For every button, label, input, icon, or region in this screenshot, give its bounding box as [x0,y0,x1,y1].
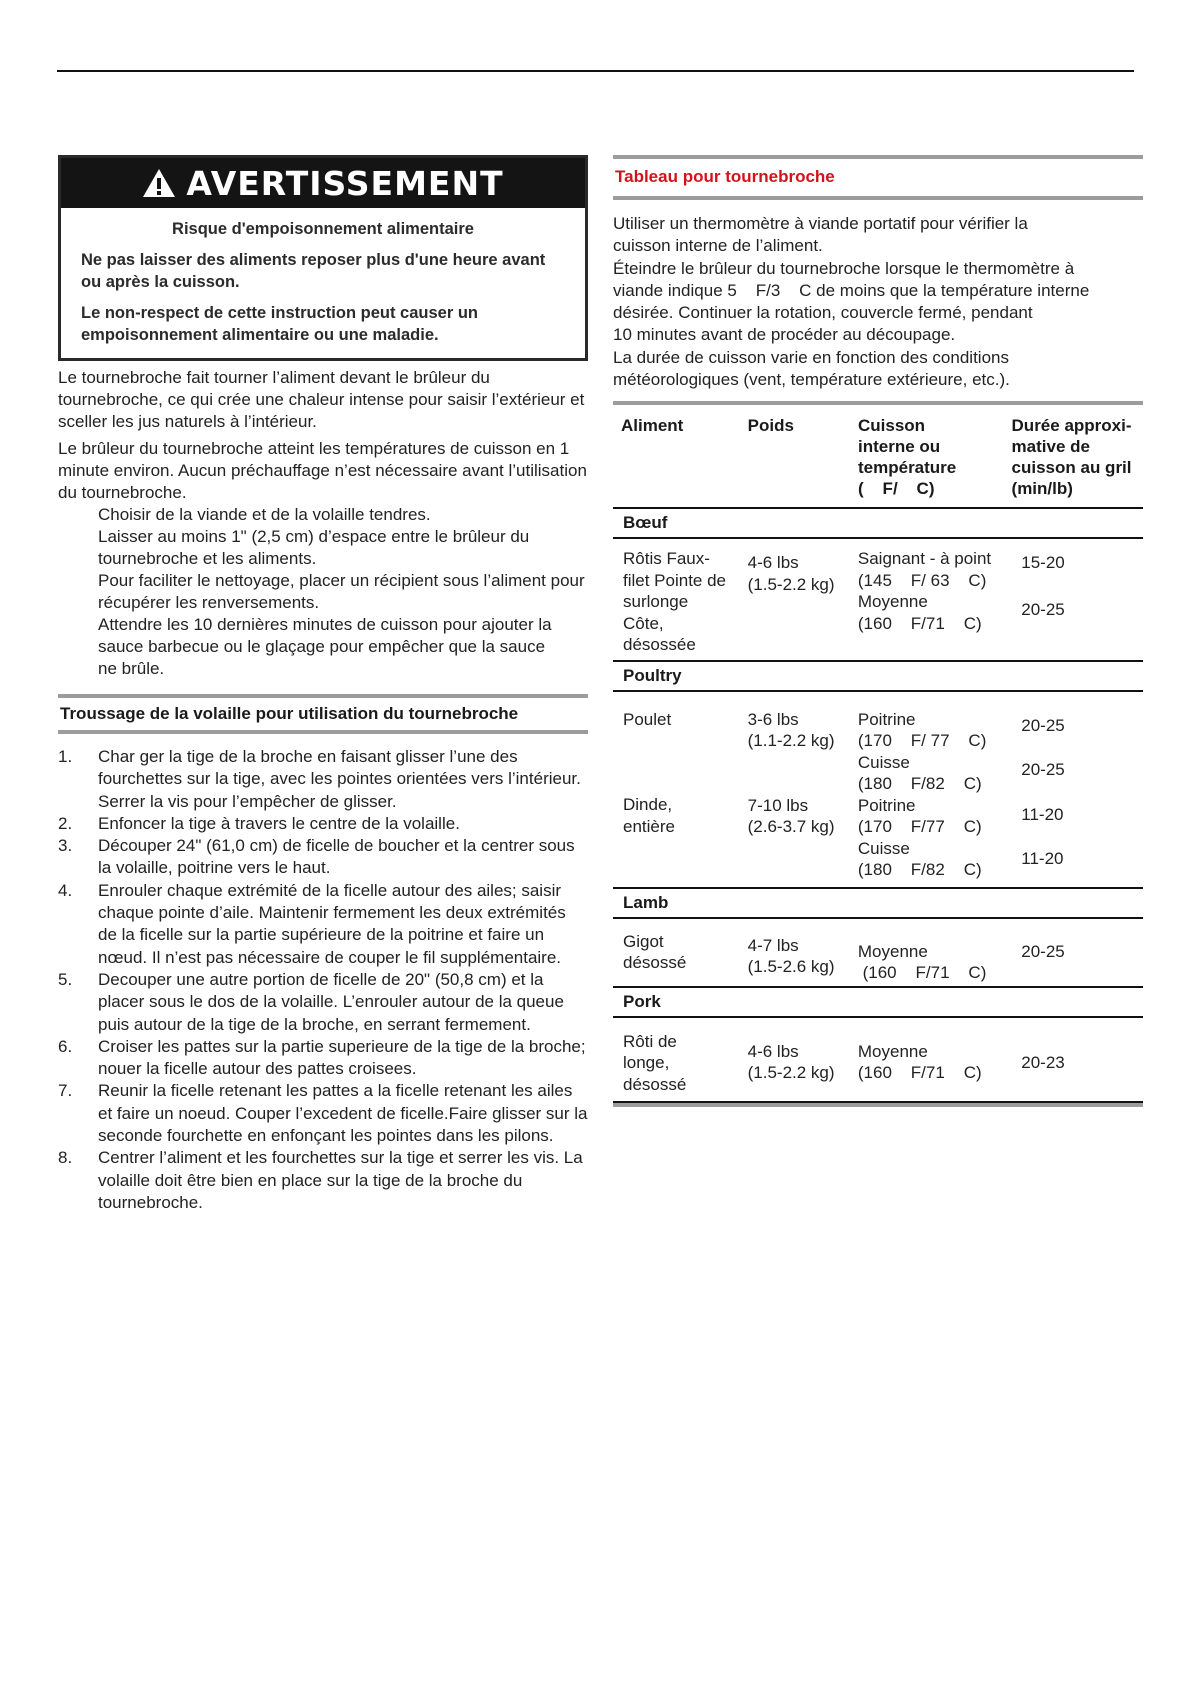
cell-line: 4-6 lbs [747,1041,799,1061]
table-bottom-rule [613,1103,1143,1107]
rotisserie-table [613,401,1143,1107]
step-number: 4. [58,880,73,900]
cell-line: 11-20 [1021,849,1064,869]
step-text: Croiser les pattes sur la partie superieure de la tige de la broche; nouer la ficelle autour des pattes croisees. [98,1036,586,1079]
left-column [58,155,588,1214]
cell-line: (1.5-2.6 kg) [747,957,835,977]
temp-cell [858,548,1011,656]
header-line: température [858,458,957,478]
intro-line: météorologiques (vent, température extérieure, etc.). [613,370,1010,390]
top-rule [57,70,1134,72]
warning-body [61,208,585,358]
intro-line: viande indique 5 F/3 C de moins que la température interne [613,280,1090,300]
warning-header [61,158,585,208]
intro-line: 10 minutes avant de procéder au découpage. [613,325,956,345]
category-lamb: Lamb [613,889,1143,919]
food-cell [613,1031,748,1096]
step-text: Enrouler chaque extrémité de la ficelle autour des ailes; saisir chaque pointe d’aile. Maintenir fermement les deux extrémités de la ficelle sur la partie supérieure de la poitrine et faire un nœud. Il n’est pas nécessaire de couper le fil supplémentaire. [98,880,566,967]
cell-line: Dinde, [623,795,673,815]
temp-cell [858,1031,1011,1096]
step-item [58,1147,588,1214]
cell-line: Rôti de [623,1031,677,1051]
tip-item: Choisir de la viande et de la volaille tendres. [98,505,431,524]
time-cell [1011,931,1143,984]
warning-line-2: Le non-respect de cette instruction peut causer un empoisonnement alimentaire ou une maladie. [81,304,478,344]
food-cell [613,548,748,656]
cell-line: longe, [623,1053,670,1073]
time-cell [1011,709,1143,881]
intro-line: cuisson interne de l’aliment. [613,236,823,256]
rotisserie-heading: Tableau pour tournebroche [613,155,1143,200]
step-number: 6. [58,1036,73,1056]
trussing-heading: Troussage de la volaille pour utilisation du tournebroche [58,694,588,734]
cell-line: 11-20 [1021,804,1064,824]
warning-subtitle: Risque d'empoisonnement alimentaire [172,220,474,238]
cell-line: Poitrine [857,709,916,729]
cell-line: (180 F/82 C) [857,860,982,880]
step-item [58,1080,588,1147]
cell-line: Moyenne [857,1041,928,1061]
weight-cell [748,1031,858,1096]
cell-line: Rôtis Faux- [623,549,710,569]
step-text: Char ger la tige de la broche en faisant glisser l’une des fourchettes sur la tige, avec les pointes orientées vers l’intérieur. Serrer la vis pour l’empêcher de glisser. [98,747,581,811]
cell-line: 4-6 lbs [747,553,799,573]
cell-line: 15-20 [1021,553,1065,573]
step-item [58,1036,588,1081]
step-text: Enfoncer la tige à travers le centre de la volaille. [98,813,460,833]
step-item [58,880,588,969]
cell-line: Moyenne [857,941,928,961]
header-line: Cuisson [858,416,926,436]
cell-line: 20-25 [1021,941,1065,961]
step-number: 3. [58,836,73,856]
tip-item: Attendre les 10 dernières minutes de cuisson pour ajouter la sauce barbecue ou le glaçage pour empêcher que la sauce [98,615,552,656]
cell-line: (1.5-2.2 kg) [747,574,835,594]
header-line: mative de [1011,437,1090,457]
step-text: Reunir la ficelle retenant les pattes a la ficelle retenant les ailes et faire un noeud. Couper l’excedent de ficelle.Faire glisser sur la seconde fourchette en enfonçant les pointes dans les pilons. [98,1081,588,1146]
cell-line: 20-23 [1021,1052,1065,1072]
intro-paragraph-2: Le brûleur du tournebroche atteint les températures de cuisson en 1 minute environ. Aucun préchauffage n’est nécessaire avant l’utilisation du tournebroche. [58,439,587,502]
intro-line: Éteindre le brûleur du tournebroche lorsque le thermomètre à [613,258,1075,278]
temp-cell [858,931,1011,984]
warning-title: AVERTISSEMENT [186,163,504,203]
cell-line: (2.6-3.7 kg) [747,817,835,837]
step-text: Decouper une autre portion de ficelle de 20" (50,8 cm) et la placer sous le dos de la volaille. L’enrouler autour de la queue puis autour de la tige de la broche, en serrant fermement. [98,969,564,1034]
step-number: 2. [58,813,73,833]
cell-line: Moyenne [857,592,928,612]
step-item [58,835,588,880]
cell-line: Cuisse [857,838,910,858]
tips-list [58,504,588,680]
cell-line: Saignant - à point [857,549,992,569]
category-boeuf: Bœuf [613,509,1143,539]
cell-line: surlonge [623,592,689,612]
cell-line: 20-25 [1021,599,1065,619]
table-header [613,405,1143,509]
cell-line: (170 F/ 77 C) [857,731,987,751]
cell-line: désossé [623,953,687,973]
cell-line: Cuisse [857,752,910,772]
table-row [613,539,1143,662]
cell-line: (1.1-2.2 kg) [747,731,835,751]
step-number: 5. [58,969,73,989]
header-line: interne ou [858,437,941,457]
col-cuisson [858,415,1012,499]
time-cell [1011,548,1143,656]
weight-cell [748,931,858,984]
step-number: 1. [58,747,73,766]
step-item [58,746,588,813]
step-text: Découper 24" (61,0 cm) de ficelle de boucher et la centrer sous la volaille, poitrine vers le haut. [98,836,575,878]
cell-line: (145 F/ 63 C) [857,570,987,590]
cell-line: Poulet [623,709,672,729]
cell-line: 4-7 lbs [747,935,799,955]
step-item [58,813,588,835]
intro-line: Utiliser un thermomètre à viande portatif pour vérifier la [613,214,1028,233]
warning-triangle-icon [142,168,176,198]
food-cell [613,709,748,881]
intro-paragraph-1: Le tournebroche fait tourner l’aliment devant le brûleur du tournebroche, ce qui crée une chaleur intense pour saisir l’extérieur et sceller les jus naturels à l’intérieur. [58,368,585,431]
category-poultry: Poultry [613,662,1143,692]
tip-item: Pour faciliter le nettoyage, placer un récipient sous l’aliment pour récupérer les renversements. [98,571,585,612]
cell-line: entière [623,816,675,836]
cell-line: désossée [623,635,696,655]
warning-line-1: Ne pas laisser des aliments reposer plus d'une heure avant ou après la cuisson. [81,251,546,291]
cell-line: (160 F/71 C) [857,1063,982,1083]
cell-line: Gigot [623,931,664,951]
category-pork: Pork [613,988,1143,1018]
header-line: cuisson au gril [1011,458,1132,478]
step-item [58,969,588,1036]
rotisserie-intro [613,213,1143,391]
step-text: Centrer l’aliment et les fourchettes sur la tige et serrer les vis. La volaille doit être bien en place sur la tige de la broche du tournebroche. [98,1148,583,1212]
right-column [613,155,1143,1107]
cell-line: (180 F/82 C) [857,774,982,794]
col-aliment: Aliment [621,416,684,436]
cell-line: 20-25 [1021,715,1065,735]
cell-line: 3-6 lbs [747,709,799,729]
header-line: (min/lb) [1011,479,1073,499]
temp-cell [858,709,1011,881]
cell-line: désossé [623,1074,687,1094]
cell-line: (160 F/71 C) [857,963,987,983]
tip-item: ne brûle. [98,659,165,678]
table-row [613,1018,1143,1104]
cell-line: Poitrine [857,795,916,815]
tip-item: Laisser au moins 1" (2,5 cm) d’espace entre le brûleur du tournebroche et les aliments. [98,527,530,568]
cell-line: 20-25 [1021,760,1065,780]
cell-line: (1.5-2.2 kg) [747,1063,835,1083]
header-line: ( F/ C) [858,479,935,499]
time-cell [1011,1031,1143,1096]
col-duree [1012,415,1143,499]
cell-line: (160 F/71 C) [857,613,982,633]
table-row [613,692,1143,889]
warning-box [58,155,588,361]
cell-line: Côte, [623,613,664,633]
cell-line: filet Pointe de [623,570,727,590]
step-number: 7. [58,1081,73,1101]
intro-line: désirée. Continuer la rotation, couvercle fermé, pendant [613,303,1033,323]
step-number: 8. [58,1148,73,1168]
table-row [613,919,1143,988]
food-cell [613,931,748,984]
weight-cell [748,709,858,881]
cell-line: (170 F/77 C) [857,817,982,837]
cell-line: 7-10 lbs [747,795,809,815]
weight-cell [748,548,858,656]
col-poids: Poids [747,416,794,436]
header-line: Durée approxi- [1011,416,1132,436]
trussing-steps [58,746,588,1214]
intro-line: La durée de cuisson varie en fonction des conditions [613,347,1009,367]
